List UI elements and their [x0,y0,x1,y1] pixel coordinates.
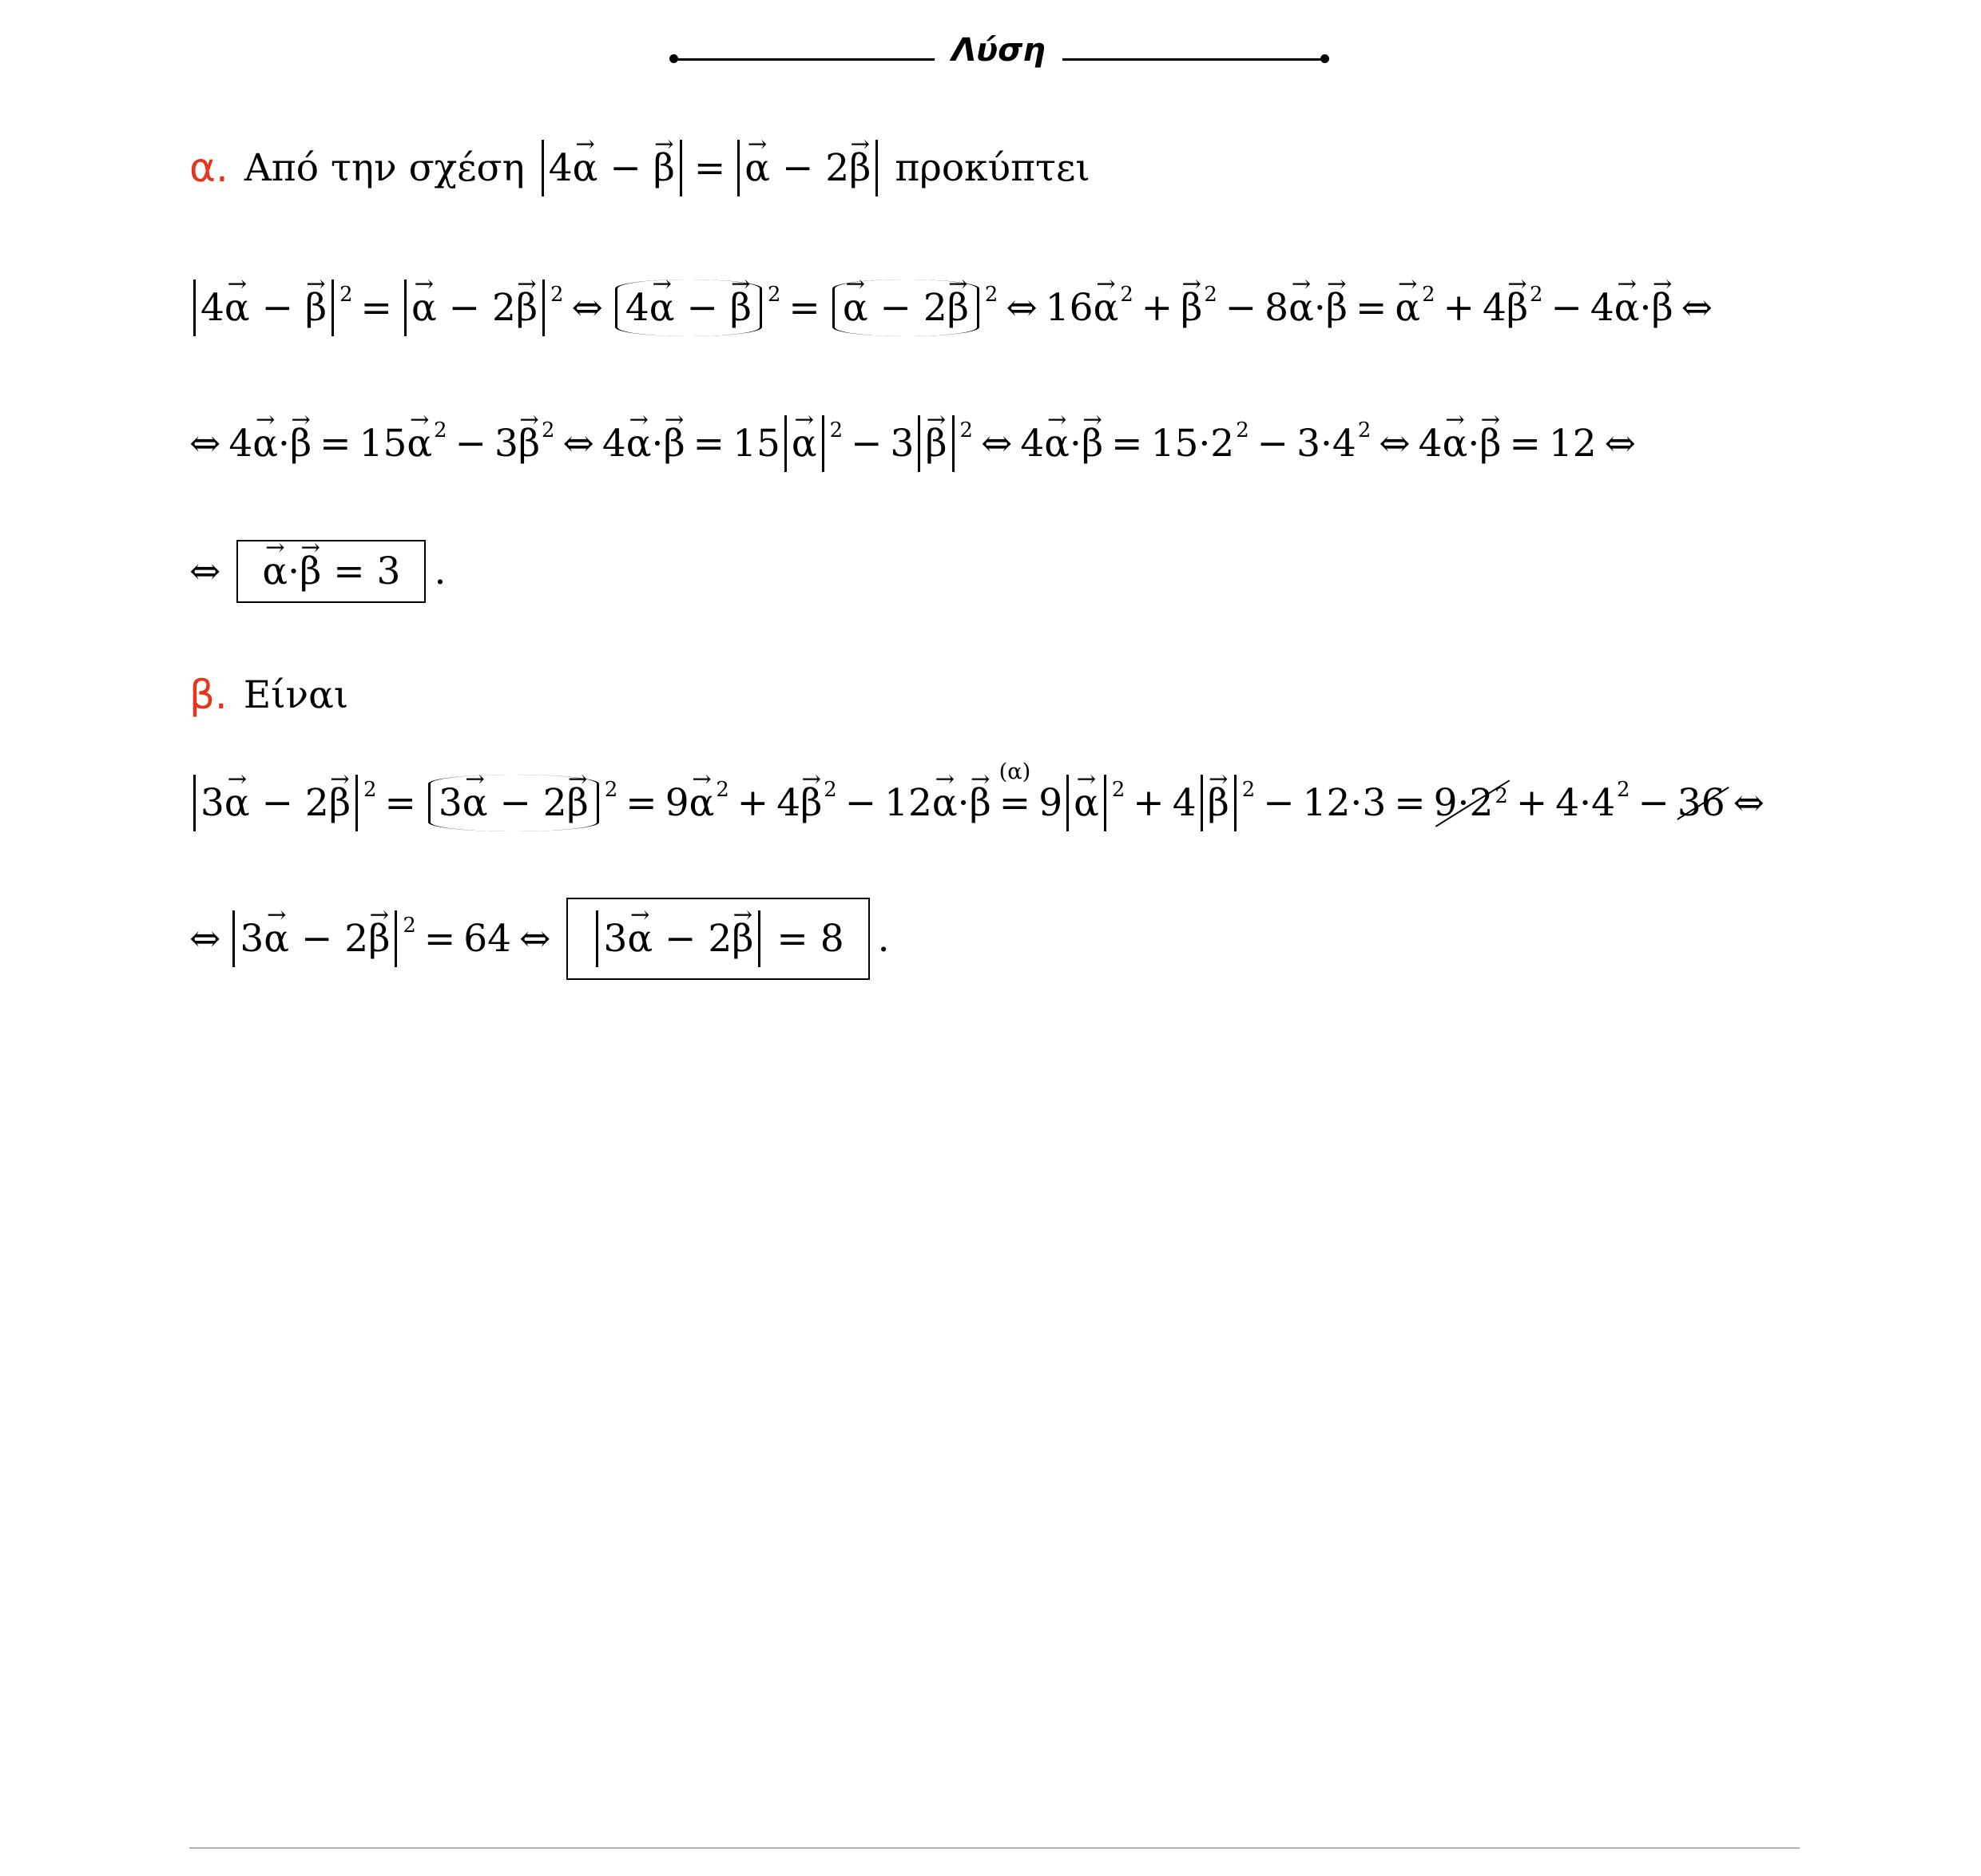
part-b-intro-line [189,647,348,743]
part-a-equation-line-1: 4→ α − → β $^2$ = → α − 2→ β $^2$ ⇔ 4→ α − → β $^2$ = → α − 2→ β $^2$ ⇔ 16 → α $^2$ + → β $^2$ − 8 → α · → β = → α $^2$ + 4 → β $^2$ − 4 → α · → β ⇔ [189,260,1721,355]
part-a-result-box: → α·→ β = 3 [236,540,426,603]
part-b-result-value: 8 [820,916,844,961]
part-a-result-line: ⇔ → α·→ β = 3 . [189,523,446,619]
part-a-intro-text: Από την σχέση [244,145,525,190]
part-b-label: β. [189,672,228,718]
part-b-result-line: ⇔ 3→ α − 2→ β $^2$ = 64 ⇔ 3→ α − 2→ β = 8 . [189,890,890,986]
footer-rule [189,1847,1800,1849]
part-a-label: α. [189,145,228,191]
header-rule-left [673,58,935,61]
part-b-result-box: 3→ α − 2→ β = 8 [566,898,869,980]
header-rule-right [1062,58,1324,61]
part-a-intro-line: α. Από την σχέση 4→ α − → β = → α − 2→ β προκύπτει [189,120,1090,216]
part-a-result-value: 3 [376,549,401,593]
header-dot-right [1320,54,1329,63]
part-a-equation-line-2: ⇔ 4 → α · → β = 15 → α $^2$ − 3 → β $^2$ ⇔ 4 → α · → β = 15 → α $^2$ − 3 → β $^2$ ⇔ 4 → α · → β = 15·2 $^2$ − 3·4 $^2$ ⇔ 4 → α · → β = 12 ⇔ [189,395,1644,491]
part-a-intro-end: προκύπτει [895,145,1090,190]
page-title: Λύση [951,32,1046,69]
part-b-equation-line-1: 3→ α − 2→ β $^2$ = 3→ α − 2→ β $^2$ = 9 → α $^2$ + 4 → β $^2$ − 12 → α · → β = (α) 9 → α $^2$ + 4 → β $^2$ − 12·3 = $9\cdot 2^2$ + 4·4 $^2$ − 36 ⇔ [189,755,1773,851]
part-b-reference: (α) [998,759,1031,784]
part-b-intro-text: Είναι [243,672,349,717]
